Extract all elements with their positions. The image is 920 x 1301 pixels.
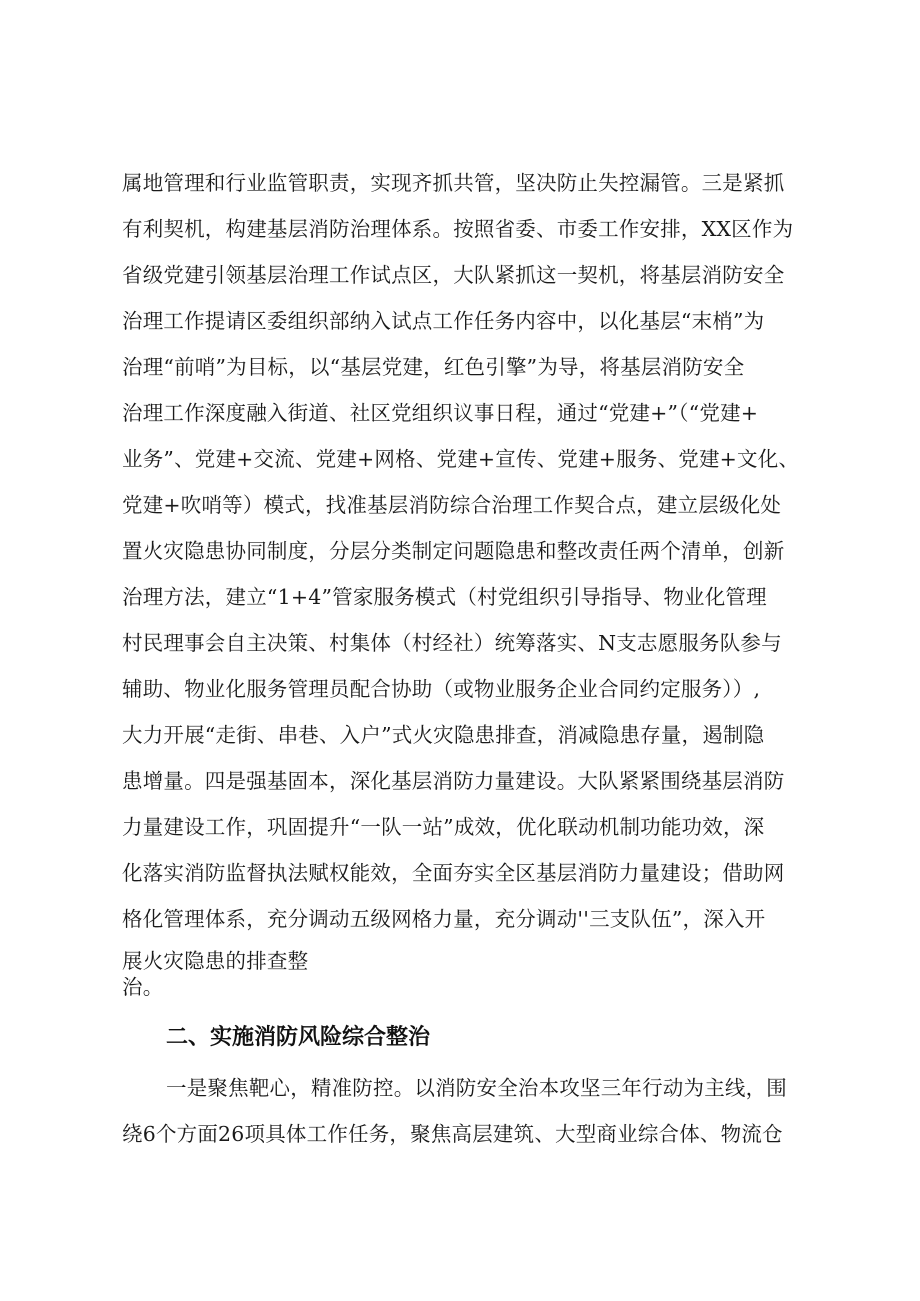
text-line: 格化管理体系，充分调动五级网格力量，充分调动''三支队伍”，深入开 [122,907,766,931]
text-line: 辅助、物业化服务管理员配合协助（或物业服务企业合同约定服务））, [122,677,761,701]
text-line: 省级党建引领基层治理工作试点区，大队紧抓这一契机，将基层消防安全 [122,263,785,287]
text-line: 村民理事会自主决策、村集体（村经社）统筹落实、N支志愿服务队参与 [122,631,782,655]
text-line: 患增量。四是强基固本，深化基层消防力量建设。大队紧紧围绕基层消防 [122,769,785,793]
text-line: 属地管理和行业监管职责，实现齐抓共管，坚决防止失控漏管。三是紧抓 [122,171,785,195]
text-line: 党建+吹哨等）模式，找准基层消防综合治理工作契合点，建立层级化处 [122,493,782,517]
text-line: 展火灾隐患的排查整 [122,949,309,973]
text-line: 绕6个方面26项具体工作任务，聚焦高层建筑、大型商业综合体、物流仓 [122,1122,783,1146]
text-line: 治。 [122,975,164,999]
text-line: 大力开展“走街、串巷、入户”式火灾隐患排查，消减隐患存量，遏制隐 [122,723,765,747]
text-line: 力量建设工作，巩固提升“一队一站”成效，优化联动机制功能功效，深 [122,815,765,839]
text-line: 业务”、党建+交流、党建+网格、党建+宣传、党建+服务、党建+文化、 [122,447,800,471]
section-heading: 二、实施消防风险综合整治 [166,1025,431,1050]
text-line: 一是聚焦靶心，精准防控。以消防安全治本攻坚三年行动为主线，围 [166,1076,787,1100]
text-line: 治理工作深度融入街道、社区党组织议事日程，通过“党建+”（“党建+ [122,401,759,425]
text-line: 治理工作提请区委组织部纳入试点工作任务内容中，以化基层“末梢”为 [122,309,765,333]
text-line: 化落实消防监督执法赋权能效，全面夯实全区基层消防力量建设；借助网 [122,861,785,885]
text-line: 治理方法，建立“1+4”管家服务模式（村党组织引导指导、物业化管理 [122,585,767,609]
text-line: 置火灾隐患协同制度，分层分类制定问题隐患和整改责任两个清单，创新 [122,539,785,563]
text-line: 治理“前哨”为目标，以“基层党建，红色引擎”为导，将基层消防安全 [122,355,745,379]
text-line: 有利契机，构建基层消防治理体系。按照省委、市委工作安排，XX区作为 [122,217,794,241]
